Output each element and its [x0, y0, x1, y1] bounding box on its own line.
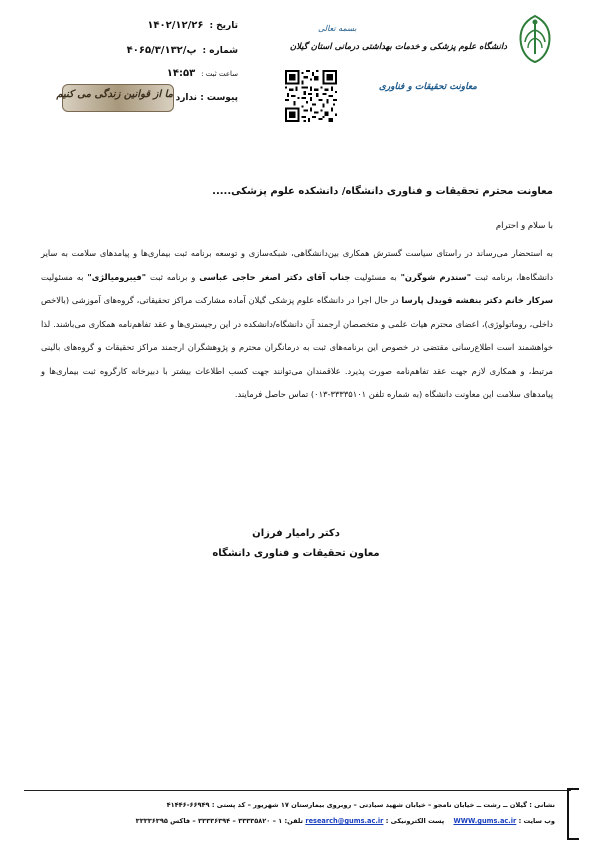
stamp-image	[56, 84, 174, 112]
university-logo	[513, 14, 557, 64]
body-text: به استحضار می‌رساند در راستای سیاست گسترش همکاری بین‌دانشگاهی، شبکه‌سازی و توسعه برنامه ثبت بیماری‌ها و پیامدهای سلامت به سایر دانشگاه‌ها، برنامه ثبت	[41, 248, 554, 282]
email-link[interactable]: research@gums.ac.ir	[305, 817, 384, 825]
email-label: پست الکترونیکی :	[385, 817, 445, 825]
attachment-label: پیوست : ندارد	[175, 93, 238, 103]
date-value: ۱۴۰۲/۱۲/۲۶	[147, 20, 204, 31]
registry-name-sjogren: "سندرم شوگرن"	[400, 271, 472, 282]
time-value: ۱۴:۵۳	[166, 68, 196, 79]
attachment-row	[176, 93, 238, 103]
footer-contacts	[136, 817, 555, 825]
researcher-name-2: سرکار خانم دکتر بنفشه قویدل پارسا	[401, 295, 553, 305]
time-row	[167, 68, 238, 79]
phone-numbers: تلفن: ۱ – ۳۳۳۳۵۸۲۰ – ۳۳۳۳۶۳۹۴ – فاکس ۳۳۳۳۶۳۹۵	[135, 817, 304, 825]
time-label: ساعت ثبت :	[201, 70, 238, 78]
registry-name-fibromyalgia: "فیبرومیالژی"	[87, 271, 147, 282]
stamp-text: ما از قوانین زندگی می کنیم	[56, 89, 173, 100]
body-text: به مسئولیت	[41, 271, 84, 282]
vice-chancellery-name: معاونت تحقیقات و فناوری	[378, 82, 477, 92]
motto: بسمه تعالی	[318, 24, 357, 33]
number-row	[127, 45, 238, 56]
page-corner-mark	[567, 788, 579, 840]
footer-divider	[24, 790, 571, 791]
body-text: به مسئولیت	[354, 271, 397, 282]
letter-body	[41, 242, 553, 407]
signatory-name: دکتر رامیار فرزان	[252, 528, 340, 539]
date-row	[147, 20, 238, 31]
body-text: و برنامه ثبت	[149, 271, 196, 282]
number-label: شماره :	[202, 46, 238, 56]
recipient-line: معاونت محترم تحقیقات و فناوری دانشگاه/ دانشکده علوم پزشکی.....	[212, 186, 553, 197]
website-link[interactable]: WWW.gums.ac.ir	[453, 817, 517, 825]
signatory-title: معاون تحقیقات و فناوری دانشگاه	[212, 548, 380, 559]
body-text: در حال اجرا در دانشگاه علوم پزشکی گیلان آماده مشارکت مراکز تحقیقاتی، گروه‌های آموزشی (بالاخص داخلی، روماتولوژی)، اعضای محترم هیات علمی و متخصصان ارجمند آن دانشگاه/دانشکده در این رجیستری‌ها و عقد تفاهم‌نامه همکاری می‌باشند. لذا خواهشمند است اطلاع‌رسانی مقتضی در خصوص این برنامه‌های ثبت به درمانگران محترم و پژوهشگران ارجمند مراکز تحقیقات و گروه‌های بالینی مرتبط، و همکاری لازم جهت عقد تفاهم‌نامه صورت پذیرد. علاقمندان می‌توانند جهت کسب اطلاعات بیشتر با دبیرخانه کارگروه ثبت بیماری‌ها و پیامدهای سلامت این معاونت دانشگاه (به شماره تلفن ۳۳۳۳۵۱۰۱-۰۱۳) تماس حاصل فرمایند.	[41, 295, 553, 399]
researcher-name-1: جناب آقای دکتر اصغر حاجی عباسی	[199, 271, 351, 282]
website-label: وب سایت :	[518, 817, 555, 825]
university-name: دانشگاه علوم پزشکی و خدمات بهداشتی درمانی استان گیلان	[289, 42, 507, 52]
qr-code-icon	[285, 70, 337, 122]
number-value: ۴۰۶۵/۳/۱۳۲/پ	[126, 45, 197, 56]
salutation: با سلام و احترام	[495, 221, 553, 231]
date-label: تاریخ :	[209, 21, 238, 31]
footer-address: نشانی : گیلان ــ رشت ــ خیابان نامجو – خیابان شهید سیادتی – روبروی بیمارستان ۱۷ شهریور – کد پستی : ۶۶۹۴۹-۴۱۴۴۶	[166, 801, 555, 809]
